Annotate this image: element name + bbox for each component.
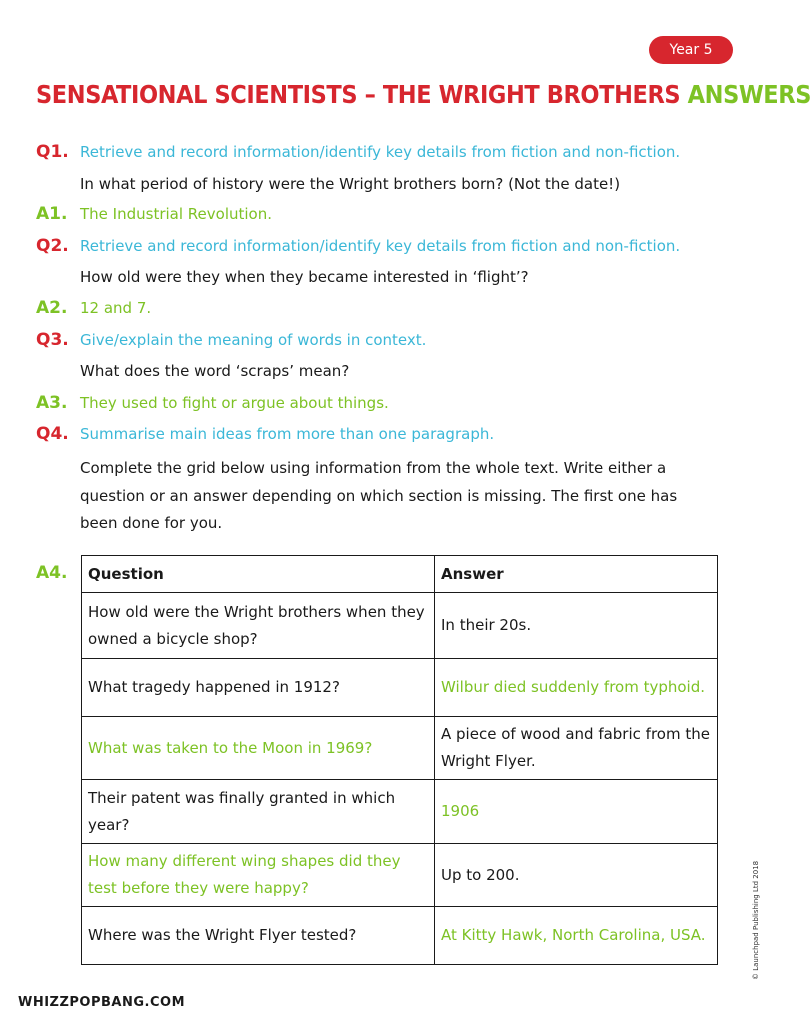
q3-skill: Give/explain the meaning of words in context. xyxy=(80,331,427,349)
q1-question: In what period of history were the Wright brothers born? (Not the date!) xyxy=(80,175,621,193)
q2-skill: Retrieve and record information/identify key details from fiction and non-fiction. xyxy=(80,237,681,255)
grid-answer-cell: Wilbur died suddenly from typhoid. xyxy=(435,659,718,717)
table-row xyxy=(82,717,718,780)
grid-answer-cell: At Kitty Hawk, North Carolina, USA. xyxy=(435,907,718,965)
a1-label: A1. xyxy=(36,204,68,224)
table-row xyxy=(82,780,718,844)
grid-question-cell: What tragedy happened in 1912? xyxy=(82,659,435,717)
a4-label: A4. xyxy=(36,563,68,583)
q4-instructions-line: been done for you. xyxy=(80,514,223,532)
title-main: SENSATIONAL SCIENTISTS – THE WRIGHT BROTHERS xyxy=(36,80,681,109)
grid-header-answer: Answer xyxy=(435,556,718,593)
a1-answer: The Industrial Revolution. xyxy=(80,205,272,223)
q4-skill: Summarise main ideas from more than one paragraph. xyxy=(80,425,495,443)
table-row xyxy=(82,907,718,965)
q4-label: Q4. xyxy=(36,424,69,444)
title-answers: ANSWERS xyxy=(687,80,811,109)
grid-answer-cell: Up to 200. xyxy=(435,844,718,907)
year-badge: Year 5 xyxy=(649,36,733,64)
table-row xyxy=(82,593,718,659)
q4-instructions-line: Complete the grid below using information from the whole text. Write either a xyxy=(80,459,667,477)
q3-question: What does the word ‘scraps’ mean? xyxy=(80,362,350,380)
copyright-note: © Launchpad Publishing Ltd 2018 xyxy=(752,860,760,980)
q2-label: Q2. xyxy=(36,236,69,256)
q4-instructions-line: question or an answer depending on which section is missing. The first one has xyxy=(80,486,678,505)
q4-instructions xyxy=(80,455,720,538)
grid-question-cell: Their patent was finally granted in which year? xyxy=(82,780,435,844)
a2-answer: 12 and 7. xyxy=(80,299,152,317)
q1-skill: Retrieve and record information/identify key details from fiction and non-fiction. xyxy=(80,143,681,161)
a2-label: A2. xyxy=(36,298,68,318)
grid-question-cell: How many different wing shapes did they test before they were happy? xyxy=(82,844,435,907)
table-row xyxy=(82,659,718,717)
table-row xyxy=(82,844,718,907)
grid-answer-cell: 1906 xyxy=(435,780,718,844)
grid-question-cell: Where was the Wright Flyer tested? xyxy=(82,907,435,965)
q3-label: Q3. xyxy=(36,330,69,350)
footer-website[interactable]: WHIZZPOPBANG.COM xyxy=(18,995,186,1010)
grid-question-cell: How old were the Wright brothers when they owned a bicycle shop? xyxy=(82,593,435,659)
grid-answer-cell: A piece of wood and fabric from the Wright Flyer. xyxy=(435,717,718,780)
answer-grid xyxy=(81,555,718,965)
grid-question-cell: What was taken to the Moon in 1969? xyxy=(82,717,435,780)
grid-header-question: Question xyxy=(82,556,435,593)
q2-question: How old were they when they became interested in ‘flight’? xyxy=(80,268,529,286)
page-title xyxy=(36,80,811,109)
grid-header-row xyxy=(82,556,718,593)
a3-label: A3. xyxy=(36,393,68,413)
grid-answer-cell: In their 20s. xyxy=(435,593,718,659)
q1-label: Q1. xyxy=(36,142,69,162)
a3-answer: They used to fight or argue about things. xyxy=(80,394,389,412)
